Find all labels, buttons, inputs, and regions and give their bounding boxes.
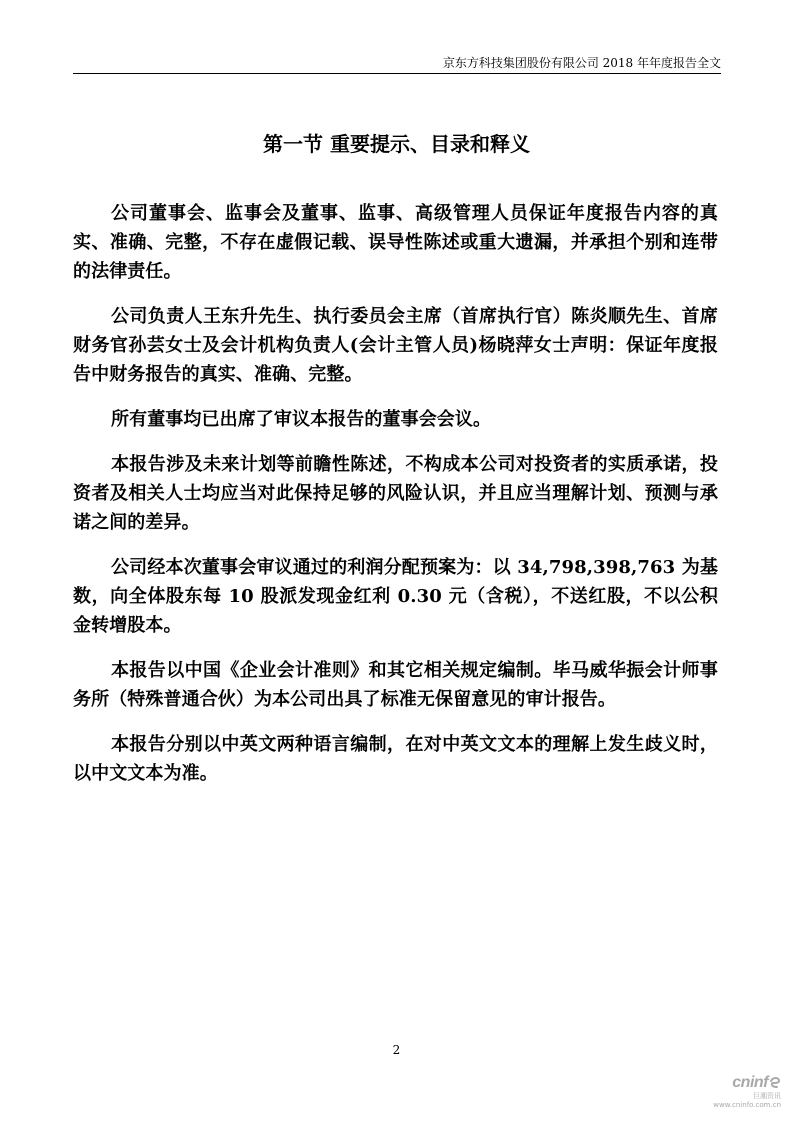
section-title: 第一节 重要提示、目录和释义 <box>263 132 530 156</box>
paragraph-language-version: 本报告分别以中英文两种语言编制，在对中英文文本的理解上发生歧义时，以中文文本为准。 <box>73 734 718 784</box>
paragraph-truthfulness-statement: 公司董事会、监事会及董事、监事、高级管理人员保证年度报告内容的真实、准确、完整，不存在虚假记载、误导性陈述或重大遗漏，并承担个别和连带的法律责任。 <box>73 203 718 282</box>
cninfo-watermark <box>709 1074 781 1114</box>
paragraph-executive-declaration: 公司负责人王东升先生、执行委员会主席（首席执行官）陈炎顺先生、首席财务官孙芸女士及会计机构负责人(会计主管人员)杨晓萍女士声明：保证年度报告中财务报告的真实、准确、完整。 <box>73 306 718 385</box>
document-body <box>73 199 718 804</box>
page-number: 2 <box>392 1043 401 1057</box>
watermark-subtitle: 巨潮资讯 <box>753 1092 781 1100</box>
watermark-logo <box>709 1074 781 1092</box>
header-company-title: 京东方科技集团股份有限公司 2018 年年度报告全文 <box>442 56 721 70</box>
header-divider <box>73 73 721 74</box>
document-header <box>73 56 721 70</box>
swirl-icon <box>769 1077 781 1089</box>
paragraph-profit-distribution: 公司经本次董事会审议通过的利润分配预案为：以 34,798,398,763 为基数，向全体股东每 10 股派发现金红利 0.30 元（含税），不送红股，不以公积金转增股本。 <box>73 557 718 636</box>
watermark-url: www.cninfo.com.cn <box>713 1101 781 1109</box>
paragraph-board-attendance: 所有董事均已出席了审议本报告的董事会会议。 <box>111 409 492 430</box>
watermark-logo-text: cninf <box>732 1074 768 1091</box>
paragraph-audit-opinion: 本报告以中国《企业会计准则》和其它相关规定编制。毕马威华振会计师事务所（特殊普通合伙）为本公司出具了标准无保留意见的审计报告。 <box>73 660 718 710</box>
paragraph-forward-looking-statement: 本报告涉及未来计划等前瞻性陈述，不构成本公司对投资者的实质承诺，投资者及相关人士均应当对此保持足够的风险认识，并且应当理解计划、预测与承诺之间的差异。 <box>73 454 718 533</box>
